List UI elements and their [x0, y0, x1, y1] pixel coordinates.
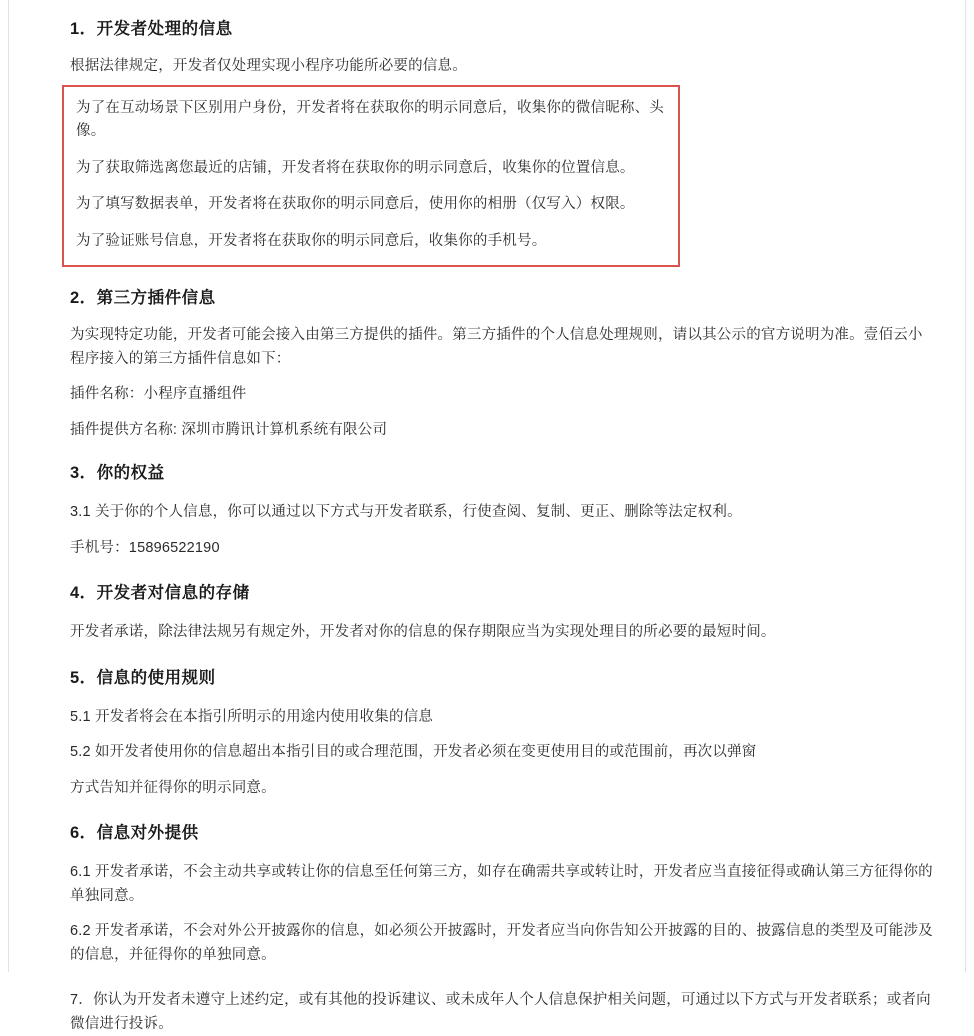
- section-3-paragraph-1: 3.1 关于你的个人信息，你可以通过以下方式与开发者联系，行使查阅、复制、更正、删除等法定权利。: [70, 504, 742, 521]
- highlight-item-album: 为了填写数据表单，开发者将在获取你的明示同意后，使用你的相册（仅写入）权限。: [76, 196, 635, 213]
- section-4-paragraph-1: 开发者承诺，除法律法规另有规定外，开发者对你的信息的保存期限应当为实现处理目的所必要的最短时间。: [70, 624, 776, 641]
- section-your-rights: [70, 462, 934, 560]
- section-1-title: 1．开发者处理的信息: [70, 20, 233, 38]
- section-3-title: 3．你的权益: [70, 464, 165, 483]
- section-6-paragraph-1: 6.1 开发者承诺，不会主动共享或转让你的信息至任何第三方，如存在确需共享或转让时，开发者应当直接征得或确认第三方征得你的单独同意。: [70, 864, 933, 904]
- section-6-paragraph-2: 6.2 开发者承诺，不会对外公开披露你的信息，如必须公开披露时，开发者应当向你告知公开披露的目的、披露信息的类型及可能涉及的信息，并征得你的单独同意。: [70, 923, 933, 963]
- section-5-paragraph-2: 5.2 如开发者使用你的信息超出本指引目的或合理范围，开发者必须在变更使用目的或范围前，再次以弹窗: [70, 744, 757, 761]
- section-6-title: 6．信息对外提供: [70, 824, 199, 843]
- page-right-border: [965, 0, 966, 972]
- section-1-intro: 根据法律规定，开发者仅处理实现小程序功能所必要的信息。: [70, 58, 467, 75]
- section-information-storage: [70, 582, 934, 645]
- section-5-paragraph-3: 方式告知并征得你的明示同意。: [70, 779, 276, 796]
- section-external-provision: [70, 822, 934, 967]
- section-developer-processed-info: [70, 18, 934, 79]
- highlighted-collection-list: [62, 85, 680, 267]
- plugin-provider: 插件提供方名称: 深圳市腾讯计算机系统有限公司: [70, 421, 388, 438]
- plugin-name: 插件名称：小程序直播组件: [70, 386, 247, 403]
- section-5-title: 5．信息的使用规则: [70, 668, 216, 687]
- section-third-party-plugin-info: [70, 287, 934, 442]
- section-usage-rules: [70, 667, 934, 801]
- section-2-title: 2．第三方插件信息: [70, 289, 216, 307]
- section-complaints: [70, 989, 934, 1036]
- developer-contact-phone: 手机号：15896522190: [70, 539, 220, 556]
- section-7-paragraph-1: 7．你认为开发者未遵守上述约定，或有其他的投诉建议、或未成年人个人信息保护相关问题，可通过以下方式与开发者联系；或者向微信进行投诉。: [70, 992, 931, 1032]
- highlight-item-phone: 为了验证账号信息，开发者将在获取你的明示同意后，收集你的手机号。: [76, 232, 547, 249]
- highlight-item-location: 为了获取筛选离您最近的店铺，开发者将在获取你的明示同意后，收集你的位置信息。: [76, 159, 635, 176]
- section-2-paragraph-intro: 为实现特定功能，开发者可能会接入由第三方提供的插件。第三方插件的个人信息处理规则，请以其公示的官方说明为准。壹佰云小程序接入的第三方插件信息如下：: [70, 327, 923, 367]
- section-4-title: 4．开发者对信息的存储: [70, 584, 250, 603]
- highlight-item-nickname-avatar: 为了在互动场景下区别用户身份，开发者将在获取你的明示同意后，收集你的微信昵称、头像。: [76, 99, 664, 140]
- section-5-paragraph-1: 5.1 开发者将会在本指引所明示的用途内使用收集的信息: [70, 708, 434, 725]
- page-left-border: [8, 0, 9, 972]
